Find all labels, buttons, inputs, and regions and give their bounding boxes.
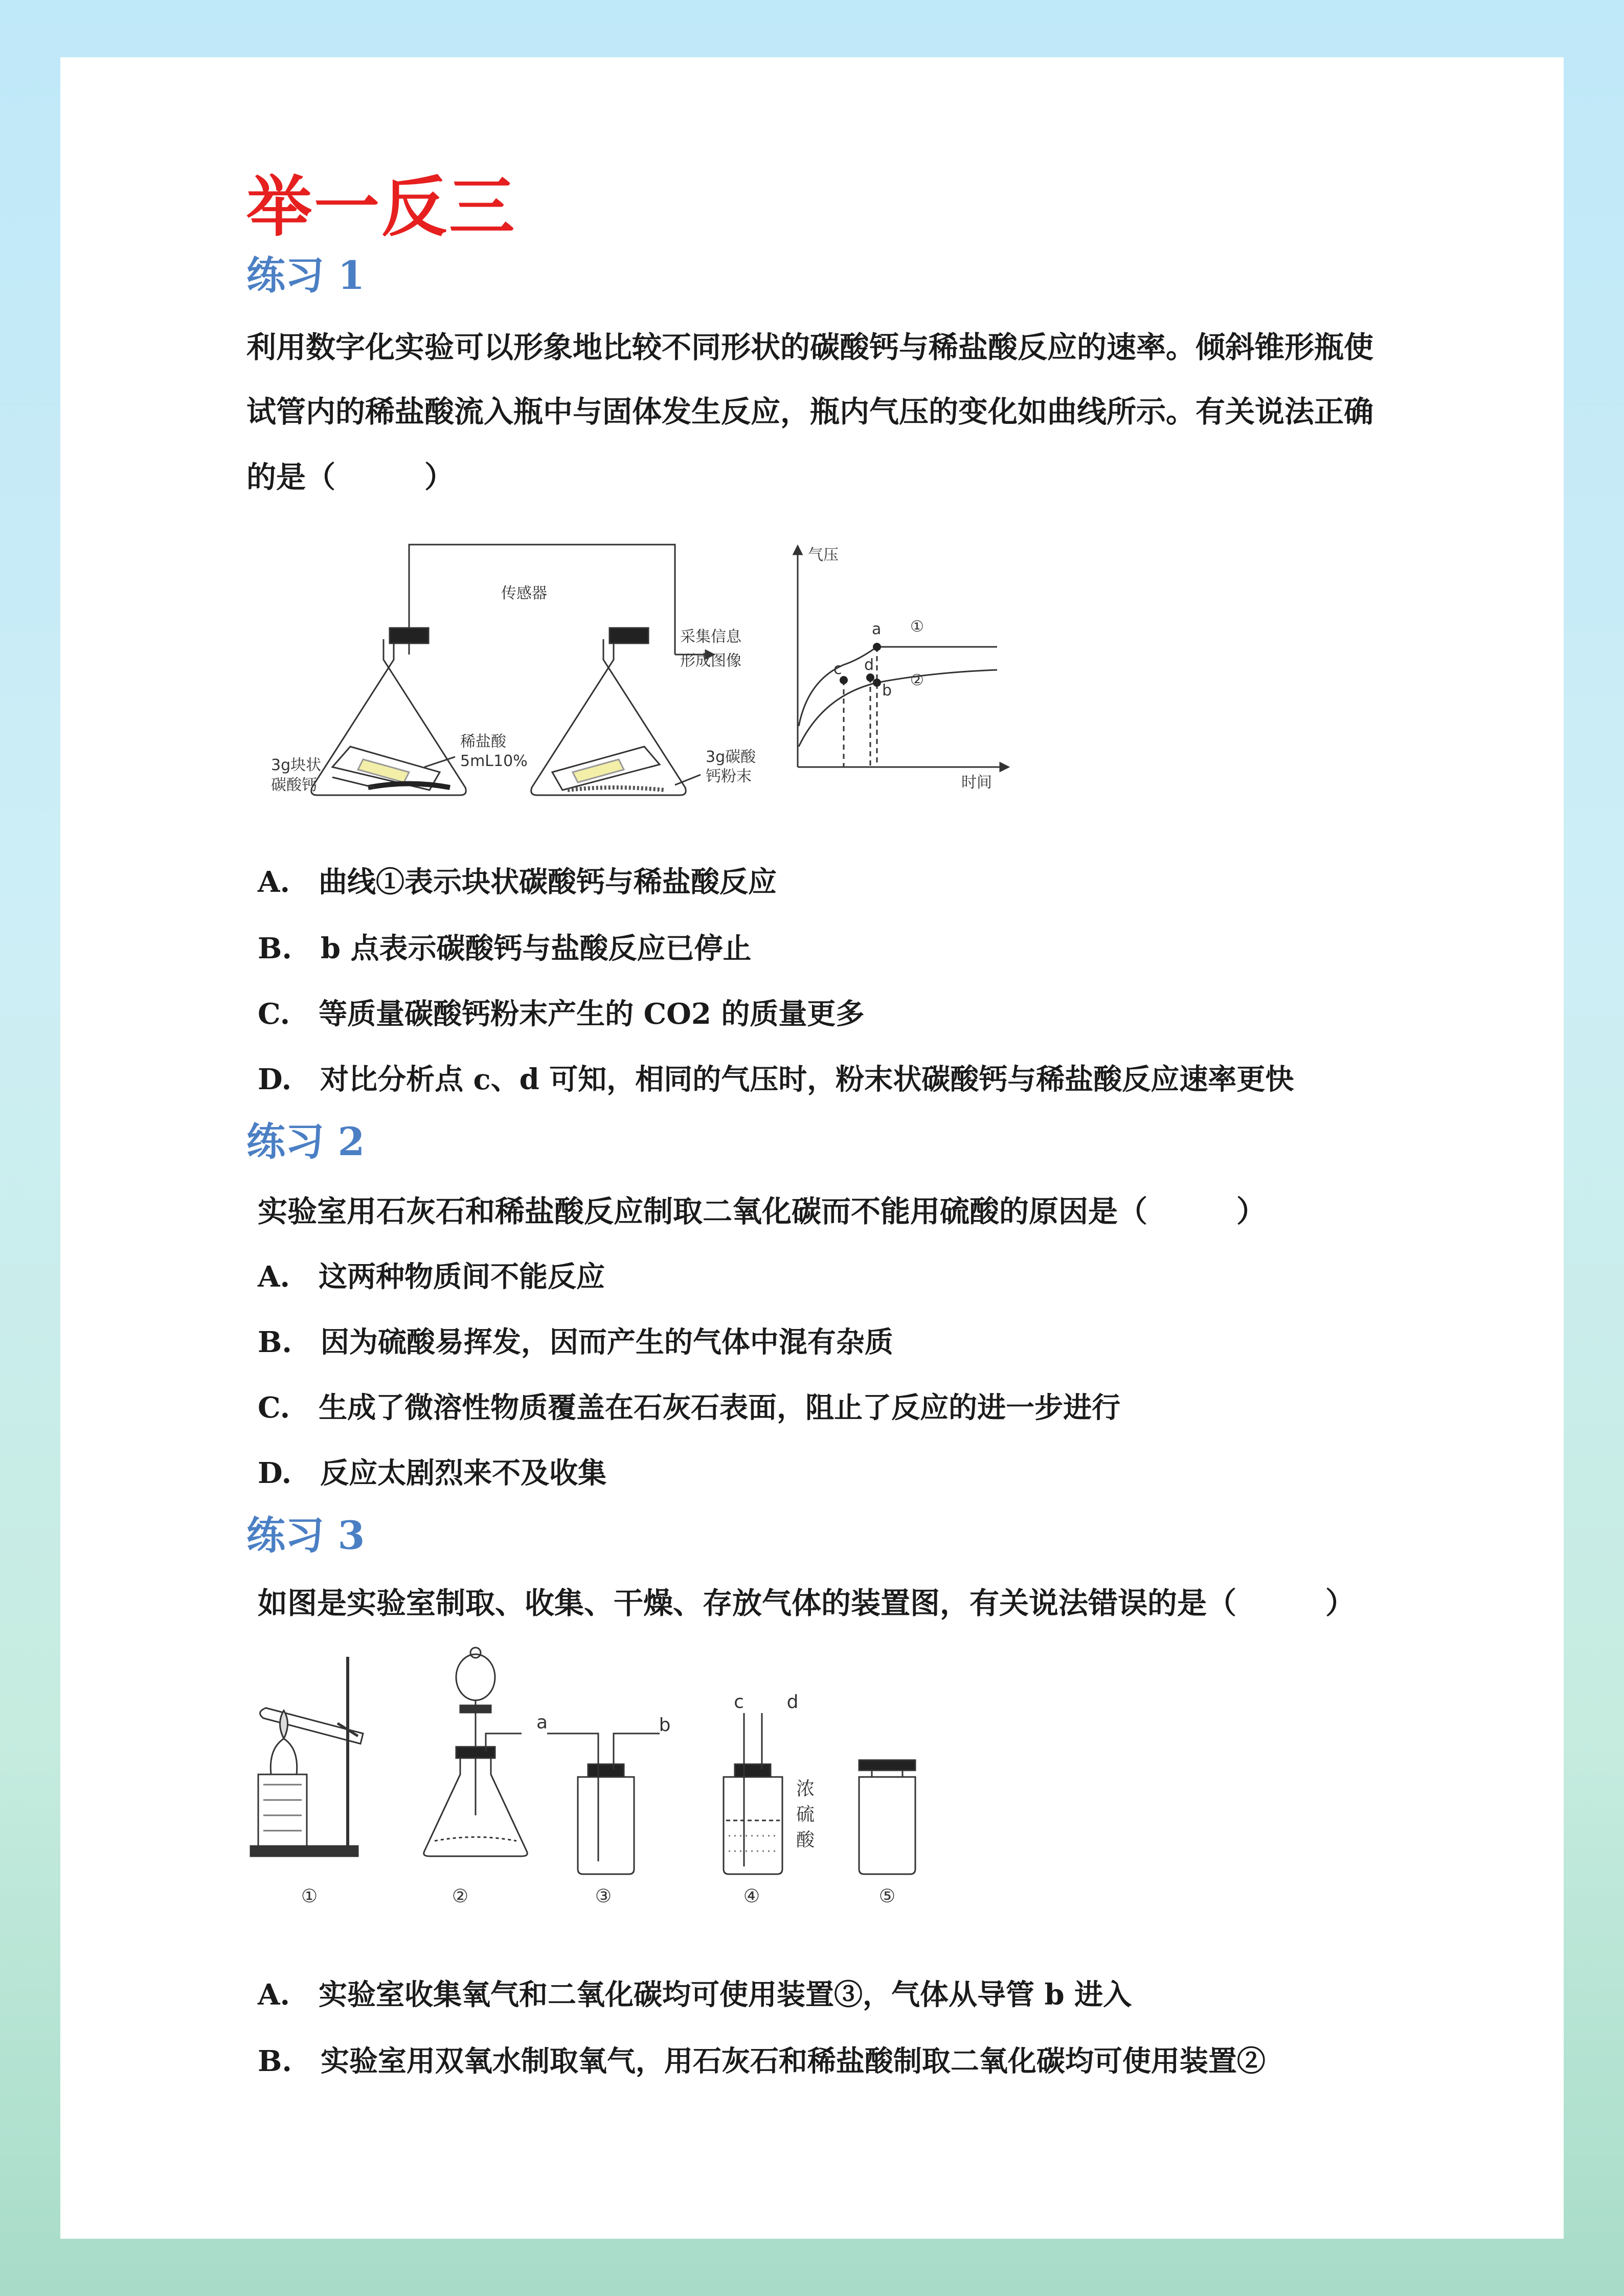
x-axis-arrow: [1000, 763, 1008, 771]
label-apparatus-3: ③: [595, 1886, 612, 1907]
label-acid-1: 稀盐酸: [460, 733, 506, 751]
bottle-3-stopper: [588, 1764, 624, 1777]
label-acid-2: 5mL10%: [460, 752, 528, 770]
exercise-3-question: 如图是实验室制取、收集、干燥、存放气体的装置图，有关说法错误的是（ ）: [258, 1586, 1356, 1620]
alcohol-lamp: [270, 1739, 297, 1774]
bottle-4-stopper: [735, 1764, 771, 1777]
exercise-1-title: 练习 1: [246, 253, 365, 298]
exercise-1-option-b[interactable]: B. b 点表示碳酸钙与盐酸反应已停止: [258, 932, 752, 965]
exercise-3-title: 练习 3: [246, 1513, 365, 1558]
exercise-2-option-a[interactable]: A. 这两种物质间不能反应: [258, 1260, 605, 1294]
label-right-solid-2: 钙粉末: [706, 768, 752, 785]
right-powder: [568, 787, 665, 790]
label-apparatus-4: ④: [743, 1886, 760, 1907]
funnel-bulb: [456, 1654, 495, 1700]
flask-2-stopper: [456, 1747, 495, 1758]
bottle-3-long-tube: [547, 1734, 598, 1861]
label-point-c: c: [833, 660, 842, 678]
curve-1: [799, 647, 997, 726]
section-title: 举一反三: [246, 169, 517, 245]
left-stopper: [390, 628, 428, 643]
exercise-1-question-line-1: 利用数字化实验可以形象地比较不同形状的碳酸钙与稀盐酸反应的速率。倾斜锥形瓶使: [246, 330, 1374, 365]
exercise-1-question-line-2: 试管内的稀盐酸流入瓶中与固体发生反应，瓶内气压的变化如曲线所示。有关说法正确: [246, 394, 1374, 429]
label-curve-2: ②: [910, 671, 924, 689]
label-apparatus-5: ⑤: [878, 1886, 896, 1907]
label-apparatus-2: ②: [452, 1886, 469, 1907]
label-port-c: c: [734, 1692, 744, 1713]
bottle-5: [859, 1777, 915, 1874]
exercise-1-option-a[interactable]: A. 曲线①表示块状碳酸钙与稀盐酸反应: [258, 865, 777, 899]
label-acid-char-2: 硫: [796, 1804, 815, 1825]
exercise-1-option-c[interactable]: C. 等质量碳酸钙粉末产生的 CO2 的质量更多: [258, 997, 865, 1031]
label-collect-1: 采集信息: [680, 628, 741, 646]
label-point-b: b: [882, 682, 892, 700]
bottle-3: [578, 1777, 634, 1874]
label-point-a: a: [872, 620, 882, 638]
y-axis-arrow: [794, 546, 802, 554]
label-sensor: 传感器: [501, 584, 547, 602]
exercise-2-title: 练习 2: [246, 1119, 365, 1164]
exercise-1-option-d[interactable]: D. 对比分析点 c、d 可知，相同的气压时，粉末状碳酸钙与稀盐酸反应速率更快: [258, 1063, 1294, 1096]
wood-grain: [263, 1785, 302, 1831]
flask-2-liquid: [435, 1837, 516, 1841]
label-point-d: d: [864, 656, 874, 674]
exercise-1-question-line-3: 的是（ ）: [246, 460, 455, 494]
bottle-4-acid-fill: [729, 1836, 777, 1851]
label-left-solid-1: 3g块状: [271, 756, 322, 774]
label-port-a: a: [536, 1712, 548, 1733]
label-acid-char-1: 浓: [796, 1779, 815, 1799]
point-a-marker: [873, 643, 881, 651]
point-b-marker: [873, 679, 881, 687]
label-collect-2: 形成图像: [680, 652, 741, 670]
label-curve-1: ①: [910, 618, 924, 636]
right-acid: [573, 759, 624, 782]
left-lumps: [368, 784, 450, 788]
bottle-4: [724, 1777, 782, 1874]
label-right-solid-1: 3g碳酸: [706, 748, 756, 766]
exercise-2-option-d[interactable]: D. 反应太剧烈来不及收集: [258, 1456, 607, 1490]
exercise-2-option-c[interactable]: C. 生成了微溶性物质覆盖在石灰石表面，阻止了反应的进一步进行: [258, 1391, 1121, 1425]
curve-2: [799, 670, 997, 747]
stand-base: [251, 1846, 358, 1856]
left-solid-pointer: [332, 777, 374, 787]
funnel-stopper: [470, 1648, 481, 1658]
right-stopper: [610, 628, 648, 643]
label-y-axis: 气压: [808, 546, 839, 564]
exercise-3-option-a[interactable]: A. 实验室收集氧气和二氧化碳均可使用装置③，气体从导管 b 进入: [258, 1978, 1132, 2012]
label-x-axis: 时间: [961, 774, 992, 792]
funnel-tap: [460, 1705, 491, 1713]
bottle-5-lid: [859, 1760, 915, 1770]
label-port-d: d: [786, 1692, 799, 1713]
point-d-marker: [866, 673, 874, 682]
label-apparatus-1: ①: [301, 1886, 318, 1907]
bottle-5-neck: [872, 1770, 903, 1777]
label-left-solid-2: 碳酸钙: [271, 776, 317, 794]
label-port-b: b: [659, 1715, 671, 1736]
exercise-2-option-b[interactable]: B. 因为硫酸易挥发，因而产生的气体中混有杂质: [258, 1325, 893, 1359]
exercise-1-figure: [256, 532, 1033, 818]
exercise-2-question: 实验室用石灰石和稀盐酸反应制取二氧化碳而不能用硫酸的原因是（ ）: [258, 1194, 1267, 1229]
flame: [280, 1710, 288, 1739]
exercise-3-figure: [245, 1647, 951, 1923]
label-acid-char-3: 酸: [796, 1830, 815, 1851]
exercise-3-option-b[interactable]: B. 实验室用双氧水制取氧气，用石灰石和稀盐酸制取二氧化碳均可使用装置②: [258, 2044, 1266, 2078]
